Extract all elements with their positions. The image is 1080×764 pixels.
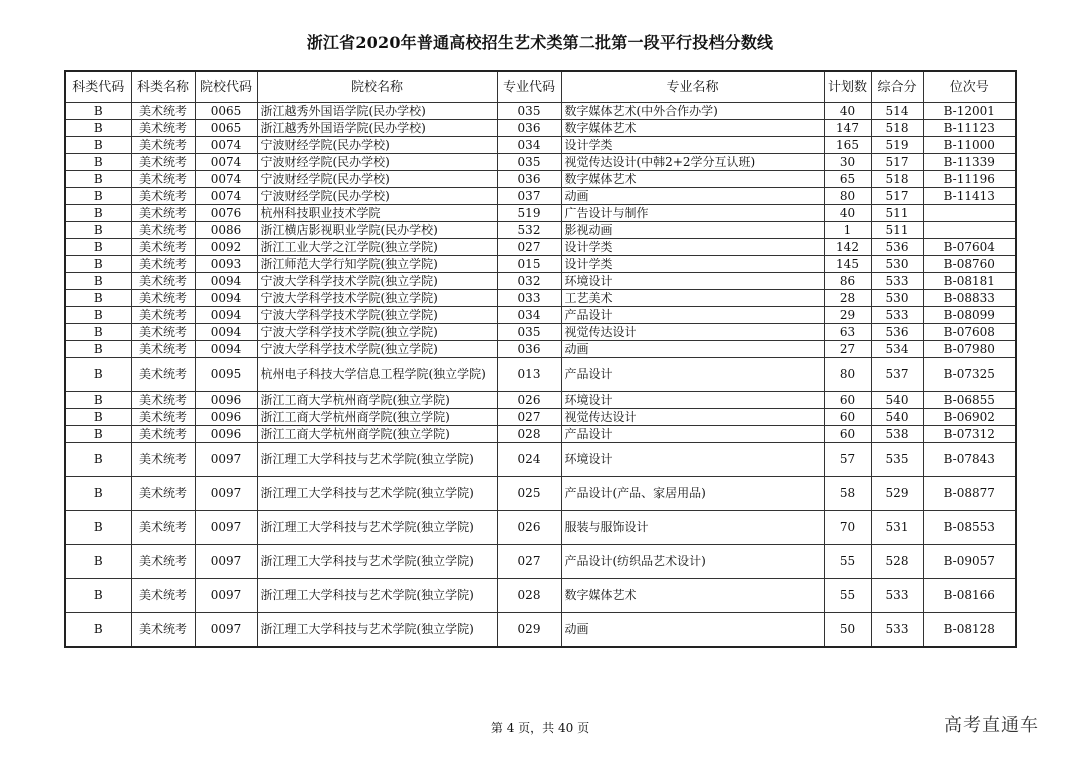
cell-category-code: B	[65, 120, 131, 137]
cell-rank-number: B-08553	[923, 511, 1016, 545]
cell-composite-score: 533	[871, 613, 923, 648]
cell-major-code: 036	[497, 171, 561, 188]
cell-category-name: 美术统考	[131, 120, 195, 137]
cell-rank-number: B-11196	[923, 171, 1016, 188]
cell-rank-number: B-08099	[923, 307, 1016, 324]
cell-school-code: 0096	[195, 409, 257, 426]
table-row	[65, 103, 1016, 120]
header-school-code: 院校代码	[195, 71, 257, 103]
table-row	[65, 290, 1016, 307]
table-row	[65, 511, 1016, 545]
cell-composite-score: 536	[871, 324, 923, 341]
table-row	[65, 545, 1016, 579]
cell-category-code: B	[65, 358, 131, 392]
cell-rank-number: B-07604	[923, 239, 1016, 256]
cell-school-code: 0076	[195, 205, 257, 222]
cell-category-name: 美术统考	[131, 307, 195, 324]
cell-category-name: 美术统考	[131, 205, 195, 222]
table-row	[65, 171, 1016, 188]
cell-plan-count: 30	[824, 154, 871, 171]
cell-composite-score: 519	[871, 137, 923, 154]
cell-composite-score: 534	[871, 341, 923, 358]
cell-plan-count: 80	[824, 358, 871, 392]
cell-category-code: B	[65, 579, 131, 613]
cell-rank-number: B-07312	[923, 426, 1016, 443]
cell-school-code: 0092	[195, 239, 257, 256]
cell-rank-number: B-07843	[923, 443, 1016, 477]
cell-major-code: 036	[497, 120, 561, 137]
cell-school-code: 0074	[195, 171, 257, 188]
cell-major-name: 数字媒体艺术(中外合作办学)	[561, 103, 824, 120]
cell-rank-number: B-09057	[923, 545, 1016, 579]
cell-major-name: 产品设计(产品、家居用品)	[561, 477, 824, 511]
cell-major-name: 产品设计(纺织品艺术设计)	[561, 545, 824, 579]
cell-plan-count: 40	[824, 205, 871, 222]
cell-school-code: 0096	[195, 392, 257, 409]
cell-school-code: 0097	[195, 477, 257, 511]
cell-category-name: 美术统考	[131, 358, 195, 392]
table-row	[65, 222, 1016, 239]
cell-composite-score: 531	[871, 511, 923, 545]
cell-composite-score: 533	[871, 579, 923, 613]
table-row	[65, 256, 1016, 273]
cell-plan-count: 86	[824, 273, 871, 290]
cell-category-code: B	[65, 545, 131, 579]
cell-major-name: 视觉传达设计	[561, 409, 824, 426]
cell-major-code: 035	[497, 103, 561, 120]
cell-major-code: 015	[497, 256, 561, 273]
cell-composite-score: 540	[871, 392, 923, 409]
cell-school-name: 浙江越秀外国语学院(民办学校)	[257, 103, 497, 120]
cell-plan-count: 63	[824, 324, 871, 341]
table-row	[65, 273, 1016, 290]
cell-rank-number: B-08181	[923, 273, 1016, 290]
cell-major-name: 工艺美术	[561, 290, 824, 307]
cell-category-name: 美术统考	[131, 324, 195, 341]
cell-major-name: 数字媒体艺术	[561, 579, 824, 613]
cell-major-name: 数字媒体艺术	[561, 120, 824, 137]
cell-category-code: B	[65, 443, 131, 477]
cell-composite-score: 518	[871, 171, 923, 188]
watermark-brand: 高考直通车	[944, 715, 1039, 736]
cell-major-name: 服装与服饰设计	[561, 511, 824, 545]
cell-composite-score: 517	[871, 154, 923, 171]
cell-major-code: 028	[497, 579, 561, 613]
cell-category-name: 美术统考	[131, 273, 195, 290]
cell-school-code: 0094	[195, 307, 257, 324]
cell-category-name: 美术统考	[131, 511, 195, 545]
cell-school-name: 宁波大学科学技术学院(独立学院)	[257, 307, 497, 324]
cell-major-name: 数字媒体艺术	[561, 171, 824, 188]
cell-plan-count: 165	[824, 137, 871, 154]
cell-school-code: 0074	[195, 188, 257, 205]
cell-school-name: 宁波财经学院(民办学校)	[257, 171, 497, 188]
table-row	[65, 307, 1016, 324]
cell-school-code: 0065	[195, 103, 257, 120]
cell-rank-number: B-07608	[923, 324, 1016, 341]
cell-category-code: B	[65, 290, 131, 307]
cell-category-code: B	[65, 324, 131, 341]
cell-school-name: 浙江横店影视职业学院(民办学校)	[257, 222, 497, 239]
cell-school-name: 宁波大学科学技术学院(独立学院)	[257, 273, 497, 290]
header-school-name: 院校名称	[257, 71, 497, 103]
table-body	[65, 103, 1016, 648]
cell-category-name: 美术统考	[131, 154, 195, 171]
cell-school-name: 浙江理工大学科技与艺术学院(独立学院)	[257, 545, 497, 579]
table-row	[65, 477, 1016, 511]
cell-category-code: B	[65, 273, 131, 290]
page-number: 第 4 页，共 40 页	[490, 721, 590, 735]
header-category-code: 科类代码	[65, 71, 131, 103]
cell-category-name: 美术统考	[131, 613, 195, 648]
cell-rank-number: B-08877	[923, 477, 1016, 511]
cell-major-code: 025	[497, 477, 561, 511]
cell-major-code: 026	[497, 392, 561, 409]
cell-category-code: B	[65, 137, 131, 154]
cell-plan-count: 58	[824, 477, 871, 511]
cell-school-name: 浙江工商大学杭州商学院(独立学院)	[257, 426, 497, 443]
cell-composite-score: 528	[871, 545, 923, 579]
cell-major-code: 532	[497, 222, 561, 239]
cell-plan-count: 28	[824, 290, 871, 307]
table-row	[65, 409, 1016, 426]
cell-school-code: 0086	[195, 222, 257, 239]
cell-major-code: 029	[497, 613, 561, 648]
cell-composite-score: 540	[871, 409, 923, 426]
cell-plan-count: 50	[824, 613, 871, 648]
table-header-row	[65, 71, 1016, 103]
cell-category-name: 美术统考	[131, 426, 195, 443]
cell-category-code: B	[65, 103, 131, 120]
cell-school-code: 0074	[195, 137, 257, 154]
cell-composite-score: 530	[871, 290, 923, 307]
cell-category-code: B	[65, 154, 131, 171]
cell-plan-count: 145	[824, 256, 871, 273]
cell-category-name: 美术统考	[131, 171, 195, 188]
cell-school-name: 宁波财经学院(民办学校)	[257, 154, 497, 171]
cell-major-code: 013	[497, 358, 561, 392]
table-row	[65, 205, 1016, 222]
cell-composite-score: 511	[871, 205, 923, 222]
table-row	[65, 426, 1016, 443]
cell-category-name: 美术统考	[131, 341, 195, 358]
cell-rank-number: B-11000	[923, 137, 1016, 154]
cell-category-code: B	[65, 205, 131, 222]
table-row	[65, 392, 1016, 409]
cell-plan-count: 65	[824, 171, 871, 188]
table-row	[65, 120, 1016, 137]
cell-category-name: 美术统考	[131, 443, 195, 477]
admission-score-table	[64, 70, 1017, 648]
cell-school-name: 宁波大学科学技术学院(独立学院)	[257, 290, 497, 307]
cell-major-name: 产品设计	[561, 307, 824, 324]
cell-rank-number	[923, 205, 1016, 222]
table-row	[65, 358, 1016, 392]
cell-school-code: 0097	[195, 443, 257, 477]
cell-category-name: 美术统考	[131, 137, 195, 154]
cell-school-name: 浙江工业大学之江学院(独立学院)	[257, 239, 497, 256]
cell-major-code: 035	[497, 154, 561, 171]
cell-rank-number: B-06855	[923, 392, 1016, 409]
cell-school-name: 浙江越秀外国语学院(民办学校)	[257, 120, 497, 137]
cell-plan-count: 55	[824, 545, 871, 579]
cell-plan-count: 27	[824, 341, 871, 358]
cell-composite-score: 529	[871, 477, 923, 511]
cell-rank-number: B-07325	[923, 358, 1016, 392]
cell-plan-count: 57	[824, 443, 871, 477]
cell-major-code: 027	[497, 239, 561, 256]
cell-major-name: 影视动画	[561, 222, 824, 239]
cell-school-name: 宁波财经学院(民办学校)	[257, 188, 497, 205]
cell-school-name: 杭州科技职业技术学院	[257, 205, 497, 222]
cell-major-name: 视觉传达设计	[561, 324, 824, 341]
cell-major-name: 环境设计	[561, 392, 824, 409]
cell-plan-count: 29	[824, 307, 871, 324]
cell-major-name: 设计学类	[561, 137, 824, 154]
cell-rank-number	[923, 222, 1016, 239]
cell-major-name: 动画	[561, 188, 824, 205]
cell-school-name: 浙江工商大学杭州商学院(独立学院)	[257, 392, 497, 409]
cell-category-name: 美术统考	[131, 409, 195, 426]
cell-rank-number: B-08760	[923, 256, 1016, 273]
cell-school-code: 0095	[195, 358, 257, 392]
cell-school-code: 0097	[195, 579, 257, 613]
cell-school-code: 0074	[195, 154, 257, 171]
cell-rank-number: B-11123	[923, 120, 1016, 137]
cell-major-name: 环境设计	[561, 273, 824, 290]
table-row	[65, 579, 1016, 613]
header-major-code: 专业代码	[497, 71, 561, 103]
cell-category-code: B	[65, 426, 131, 443]
cell-rank-number: B-06902	[923, 409, 1016, 426]
cell-school-name: 宁波大学科学技术学院(独立学院)	[257, 324, 497, 341]
cell-major-code: 034	[497, 137, 561, 154]
cell-major-code: 519	[497, 205, 561, 222]
cell-plan-count: 70	[824, 511, 871, 545]
cell-composite-score: 511	[871, 222, 923, 239]
cell-category-code: B	[65, 409, 131, 426]
table-row	[65, 341, 1016, 358]
cell-category-code: B	[65, 392, 131, 409]
table-row	[65, 613, 1016, 648]
cell-school-name: 浙江师范大学行知学院(独立学院)	[257, 256, 497, 273]
cell-rank-number: B-11413	[923, 188, 1016, 205]
header-composite-score: 综合分	[871, 71, 923, 103]
cell-rank-number: B-12001	[923, 103, 1016, 120]
cell-major-name: 产品设计	[561, 426, 824, 443]
cell-category-name: 美术统考	[131, 256, 195, 273]
header-rank-number: 位次号	[923, 71, 1016, 103]
cell-category-code: B	[65, 222, 131, 239]
cell-major-name: 设计学类	[561, 239, 824, 256]
cell-major-code: 026	[497, 511, 561, 545]
cell-category-code: B	[65, 188, 131, 205]
table-row	[65, 239, 1016, 256]
cell-major-code: 036	[497, 341, 561, 358]
cell-major-code: 032	[497, 273, 561, 290]
cell-composite-score: 536	[871, 239, 923, 256]
document-title: 浙江省2020年普通高校招生艺术类第二批第一段平行投档分数线	[306, 33, 774, 52]
table-row	[65, 137, 1016, 154]
table-row	[65, 154, 1016, 171]
cell-category-name: 美术统考	[131, 545, 195, 579]
cell-composite-score: 518	[871, 120, 923, 137]
cell-school-name: 浙江理工大学科技与艺术学院(独立学院)	[257, 613, 497, 648]
cell-major-name: 环境设计	[561, 443, 824, 477]
cell-major-name: 设计学类	[561, 256, 824, 273]
cell-rank-number: B-08128	[923, 613, 1016, 648]
cell-major-code: 027	[497, 409, 561, 426]
cell-category-code: B	[65, 239, 131, 256]
cell-school-name: 浙江理工大学科技与艺术学院(独立学院)	[257, 477, 497, 511]
cell-category-name: 美术统考	[131, 188, 195, 205]
cell-composite-score: 533	[871, 307, 923, 324]
cell-plan-count: 80	[824, 188, 871, 205]
cell-plan-count: 40	[824, 103, 871, 120]
cell-category-name: 美术统考	[131, 222, 195, 239]
cell-major-code: 034	[497, 307, 561, 324]
cell-category-name: 美术统考	[131, 579, 195, 613]
cell-category-name: 美术统考	[131, 103, 195, 120]
cell-plan-count: 55	[824, 579, 871, 613]
cell-composite-score: 535	[871, 443, 923, 477]
cell-composite-score: 538	[871, 426, 923, 443]
cell-school-name: 浙江理工大学科技与艺术学院(独立学院)	[257, 579, 497, 613]
cell-category-name: 美术统考	[131, 392, 195, 409]
cell-plan-count: 60	[824, 426, 871, 443]
cell-category-code: B	[65, 307, 131, 324]
cell-composite-score: 530	[871, 256, 923, 273]
cell-school-code: 0097	[195, 511, 257, 545]
cell-major-name: 产品设计	[561, 358, 824, 392]
header-plan-count: 计划数	[824, 71, 871, 103]
cell-category-code: B	[65, 613, 131, 648]
cell-category-code: B	[65, 511, 131, 545]
cell-plan-count: 147	[824, 120, 871, 137]
cell-composite-score: 517	[871, 188, 923, 205]
cell-plan-count: 1	[824, 222, 871, 239]
cell-plan-count: 142	[824, 239, 871, 256]
header-category-name: 科类名称	[131, 71, 195, 103]
cell-school-name: 宁波财经学院(民办学校)	[257, 137, 497, 154]
cell-category-code: B	[65, 171, 131, 188]
cell-rank-number: B-08166	[923, 579, 1016, 613]
cell-major-name: 动画	[561, 613, 824, 648]
cell-school-name: 杭州电子科技大学信息工程学院(独立学院)	[257, 358, 497, 392]
cell-plan-count: 60	[824, 409, 871, 426]
cell-rank-number: B-07980	[923, 341, 1016, 358]
cell-major-name: 广告设计与制作	[561, 205, 824, 222]
table-row	[65, 324, 1016, 341]
cell-category-name: 美术统考	[131, 290, 195, 307]
cell-major-code: 028	[497, 426, 561, 443]
cell-school-code: 0094	[195, 341, 257, 358]
cell-school-code: 0094	[195, 324, 257, 341]
table-row	[65, 443, 1016, 477]
cell-school-code: 0096	[195, 426, 257, 443]
cell-major-name: 动画	[561, 341, 824, 358]
cell-school-code: 0094	[195, 290, 257, 307]
cell-major-code: 035	[497, 324, 561, 341]
cell-school-code: 0093	[195, 256, 257, 273]
cell-plan-count: 60	[824, 392, 871, 409]
cell-major-code: 037	[497, 188, 561, 205]
cell-school-code: 0094	[195, 273, 257, 290]
cell-school-name: 浙江理工大学科技与艺术学院(独立学院)	[257, 443, 497, 477]
cell-major-name: 视觉传达设计(中韩2+2学分互认班)	[561, 154, 824, 171]
cell-composite-score: 537	[871, 358, 923, 392]
cell-category-name: 美术统考	[131, 239, 195, 256]
cell-category-code: B	[65, 477, 131, 511]
cell-school-name: 宁波大学科学技术学院(独立学院)	[257, 341, 497, 358]
cell-category-code: B	[65, 256, 131, 273]
cell-category-code: B	[65, 341, 131, 358]
cell-composite-score: 533	[871, 273, 923, 290]
cell-composite-score: 514	[871, 103, 923, 120]
cell-school-name: 浙江理工大学科技与艺术学院(独立学院)	[257, 511, 497, 545]
cell-school-code: 0097	[195, 613, 257, 648]
cell-rank-number: B-11339	[923, 154, 1016, 171]
header-major-name: 专业名称	[561, 71, 824, 103]
cell-school-code: 0065	[195, 120, 257, 137]
cell-major-code: 024	[497, 443, 561, 477]
cell-school-name: 浙江工商大学杭州商学院(独立学院)	[257, 409, 497, 426]
cell-school-code: 0097	[195, 545, 257, 579]
cell-major-code: 027	[497, 545, 561, 579]
cell-major-code: 033	[497, 290, 561, 307]
cell-rank-number: B-08833	[923, 290, 1016, 307]
cell-category-name: 美术统考	[131, 477, 195, 511]
table-row	[65, 188, 1016, 205]
